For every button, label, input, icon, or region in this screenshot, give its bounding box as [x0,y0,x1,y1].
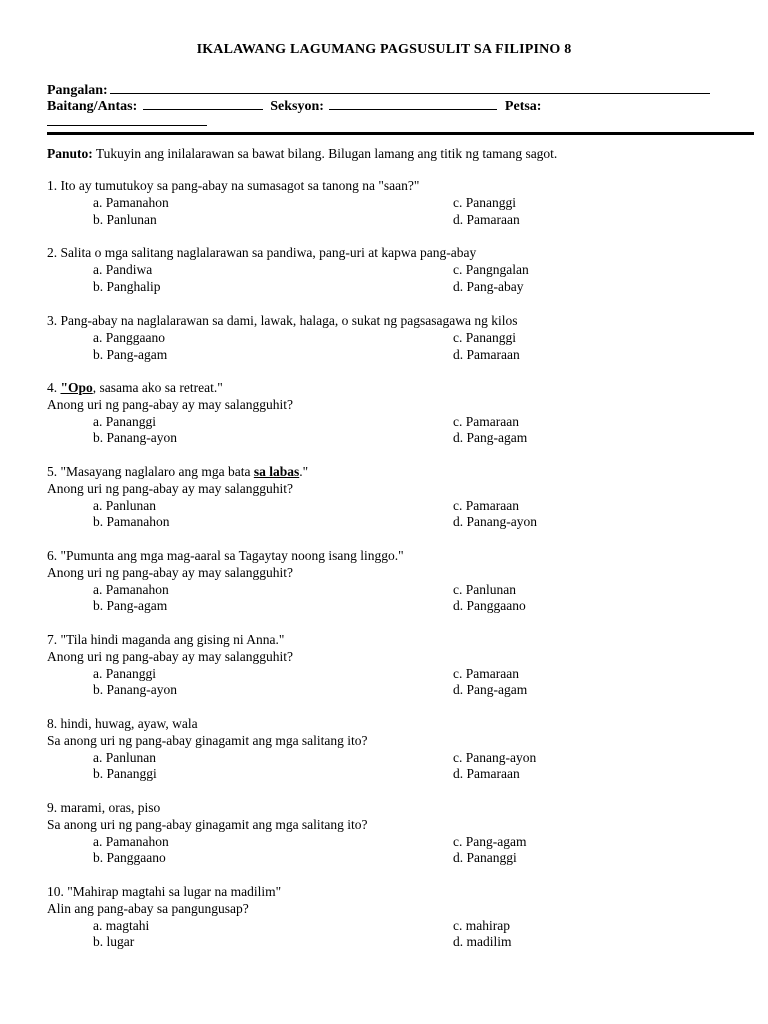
question-number: 10. [47,884,64,899]
question-number: 6. [47,548,58,563]
choice-b[interactable]: b. Panlunan [93,211,157,227]
choice-d[interactable]: d. madilim [453,934,512,950]
question-prompt: Ito ay tumutukoy sa pang-abay na sumasagot sa tanong na "saan?" [57,178,420,193]
choice-c[interactable]: c. Pananggi [453,329,516,345]
question-prompt-rest: , sasama ako sa retreat." [92,380,223,395]
underlined-word: "Opo [60,380,93,395]
question-prompt: marami, oras, piso [57,800,161,815]
choice-c[interactable]: c. Panlunan [453,581,516,597]
question-4 [47,380,747,447]
choice-c[interactable]: c. Pamaraan [453,497,519,513]
choice-c[interactable]: c. mahirap [453,917,510,933]
choice-d[interactable]: d. Pamaraan [453,211,520,227]
choice-d[interactable]: d. Pamaraan [453,346,520,362]
question-number: 8. [47,716,58,731]
question-5 [47,464,747,531]
choice-d[interactable]: d. Panggaano [453,598,526,614]
choice-a[interactable]: a. Pamanahon [93,194,169,210]
question-3 [47,313,747,363]
question-prompt-rest: ." [299,464,309,479]
question-number: 3. [47,313,58,328]
question-10 [47,884,747,951]
question-8 [47,716,747,783]
choice-a[interactable]: a. Pamanahon [93,581,169,597]
question-subprompt: Sa anong uri ng pang-abay ginagamit ang mga salitang ito? [47,816,368,832]
choice-d[interactable]: d. Pang-abay [453,278,524,294]
question-6 [47,548,747,615]
question-number: 1. [47,178,58,193]
grade-label: Baitang/Antas: [47,99,138,114]
choice-c[interactable]: c. Pangngalan [453,261,529,277]
exam-title: IKALAWANG LAGUMANG PAGSUSULIT SA FILIPINO 8 [196,42,572,57]
choice-a[interactable]: a. Panlunan [93,497,156,513]
choice-c[interactable]: c. Pamaraan [453,665,519,681]
instructions-label: Panuto: [47,146,93,161]
choice-b[interactable]: b. Pananggi [93,766,157,782]
choice-b[interactable]: b. Pang-agam [93,346,168,362]
question-prompt: Pang-abay na naglalarawan sa dami, lawak, halaga, o sukat ng pagsasagawa ng kilos [57,313,518,328]
date-label: Petsa: [504,99,542,114]
instructions-text: Tukuyin ang inilalarawan sa bawat bilang. Bilugan lamang ang titik ng tamang sagot. [92,146,558,161]
choice-a[interactable]: a. Pananggi [93,413,156,429]
question-prompt: Salita o mga salitang naglalarawan sa pandiwa, pang-uri at kapwa pang-abay [57,245,477,260]
choice-a[interactable]: a. Pamanahon [93,833,169,849]
choice-a[interactable]: a. Pananggi [93,665,156,681]
question-2 [47,245,747,295]
choice-c[interactable]: c. Pamaraan [453,413,519,429]
choice-c[interactable]: c. Pananggi [453,194,516,210]
section-label: Seksyon: [270,99,324,114]
section-blank[interactable] [329,96,497,110]
instructions [47,146,747,163]
underlined-word: sa labas [253,464,300,479]
choice-c[interactable]: c. Panang-ayon [453,749,537,765]
question-number: 5. [47,464,58,479]
question-9 [47,800,747,867]
choice-b[interactable]: b. Panang-ayon [93,682,177,698]
choice-b[interactable]: b. lugar [93,934,135,950]
choice-b[interactable]: b. Panghalip [93,278,161,294]
choice-a[interactable]: a. magtahi [93,917,150,933]
choice-b[interactable]: b. Panang-ayon [93,430,177,446]
question-prompt: "Mahirap magtahi sa lugar na madilim" [63,884,282,899]
question-1 [47,178,747,228]
question-subprompt: Sa anong uri ng pang-abay ginagamit ang mga salitang ito? [47,732,368,748]
choice-d[interactable]: d. Pamaraan [453,766,520,782]
grade-blank[interactable] [143,96,263,110]
choice-a[interactable]: a. Panlunan [93,749,156,765]
choice-b[interactable]: b. Pang-agam [93,598,168,614]
question-number: 2. [47,245,58,260]
choice-c[interactable]: c. Pang-agam [453,833,527,849]
question-subprompt: Anong uri ng pang-abay ay may salangguhit? [47,480,293,496]
question-number: 4. [47,380,58,395]
question-7 [47,632,747,699]
header-divider [47,132,754,135]
question-subprompt: Anong uri ng pang-abay ay may salangguhit? [47,648,293,664]
choice-b[interactable]: b. Panggaano [93,850,166,866]
name-label: Pangalan: [47,83,108,98]
name-blank[interactable] [110,80,710,94]
choice-d[interactable]: d. Pang-agam [453,430,528,446]
choice-a[interactable]: a. Panggaano [93,329,165,345]
question-prompt: "Tila hindi maganda ang gising ni Anna." [57,632,285,647]
choice-d[interactable]: d. Pananggi [453,850,517,866]
question-prompt: "Pumunta ang mga mag-aaral sa Tagaytay noong isang linggo." [57,548,404,563]
choice-d[interactable]: d. Pang-agam [453,682,528,698]
date-blank-row [47,112,727,132]
question-subprompt: Anong uri ng pang-abay ay may salangguhit? [47,564,293,580]
question-subprompt: Alin ang pang-abay sa pangungusap? [47,900,249,916]
question-prompt: "Masayang naglalaro ang mga bata [57,464,254,479]
question-number: 7. [47,632,58,647]
question-prompt: hindi, huwag, ayaw, wala [57,716,198,731]
choice-d[interactable]: d. Panang-ayon [453,514,537,530]
question-subprompt: Anong uri ng pang-abay ay may salangguhit? [47,396,293,412]
question-number: 9. [47,800,58,815]
date-blank[interactable] [47,112,207,126]
choice-a[interactable]: a. Pandiwa [93,261,153,277]
choice-b[interactable]: b. Pamanahon [93,514,170,530]
